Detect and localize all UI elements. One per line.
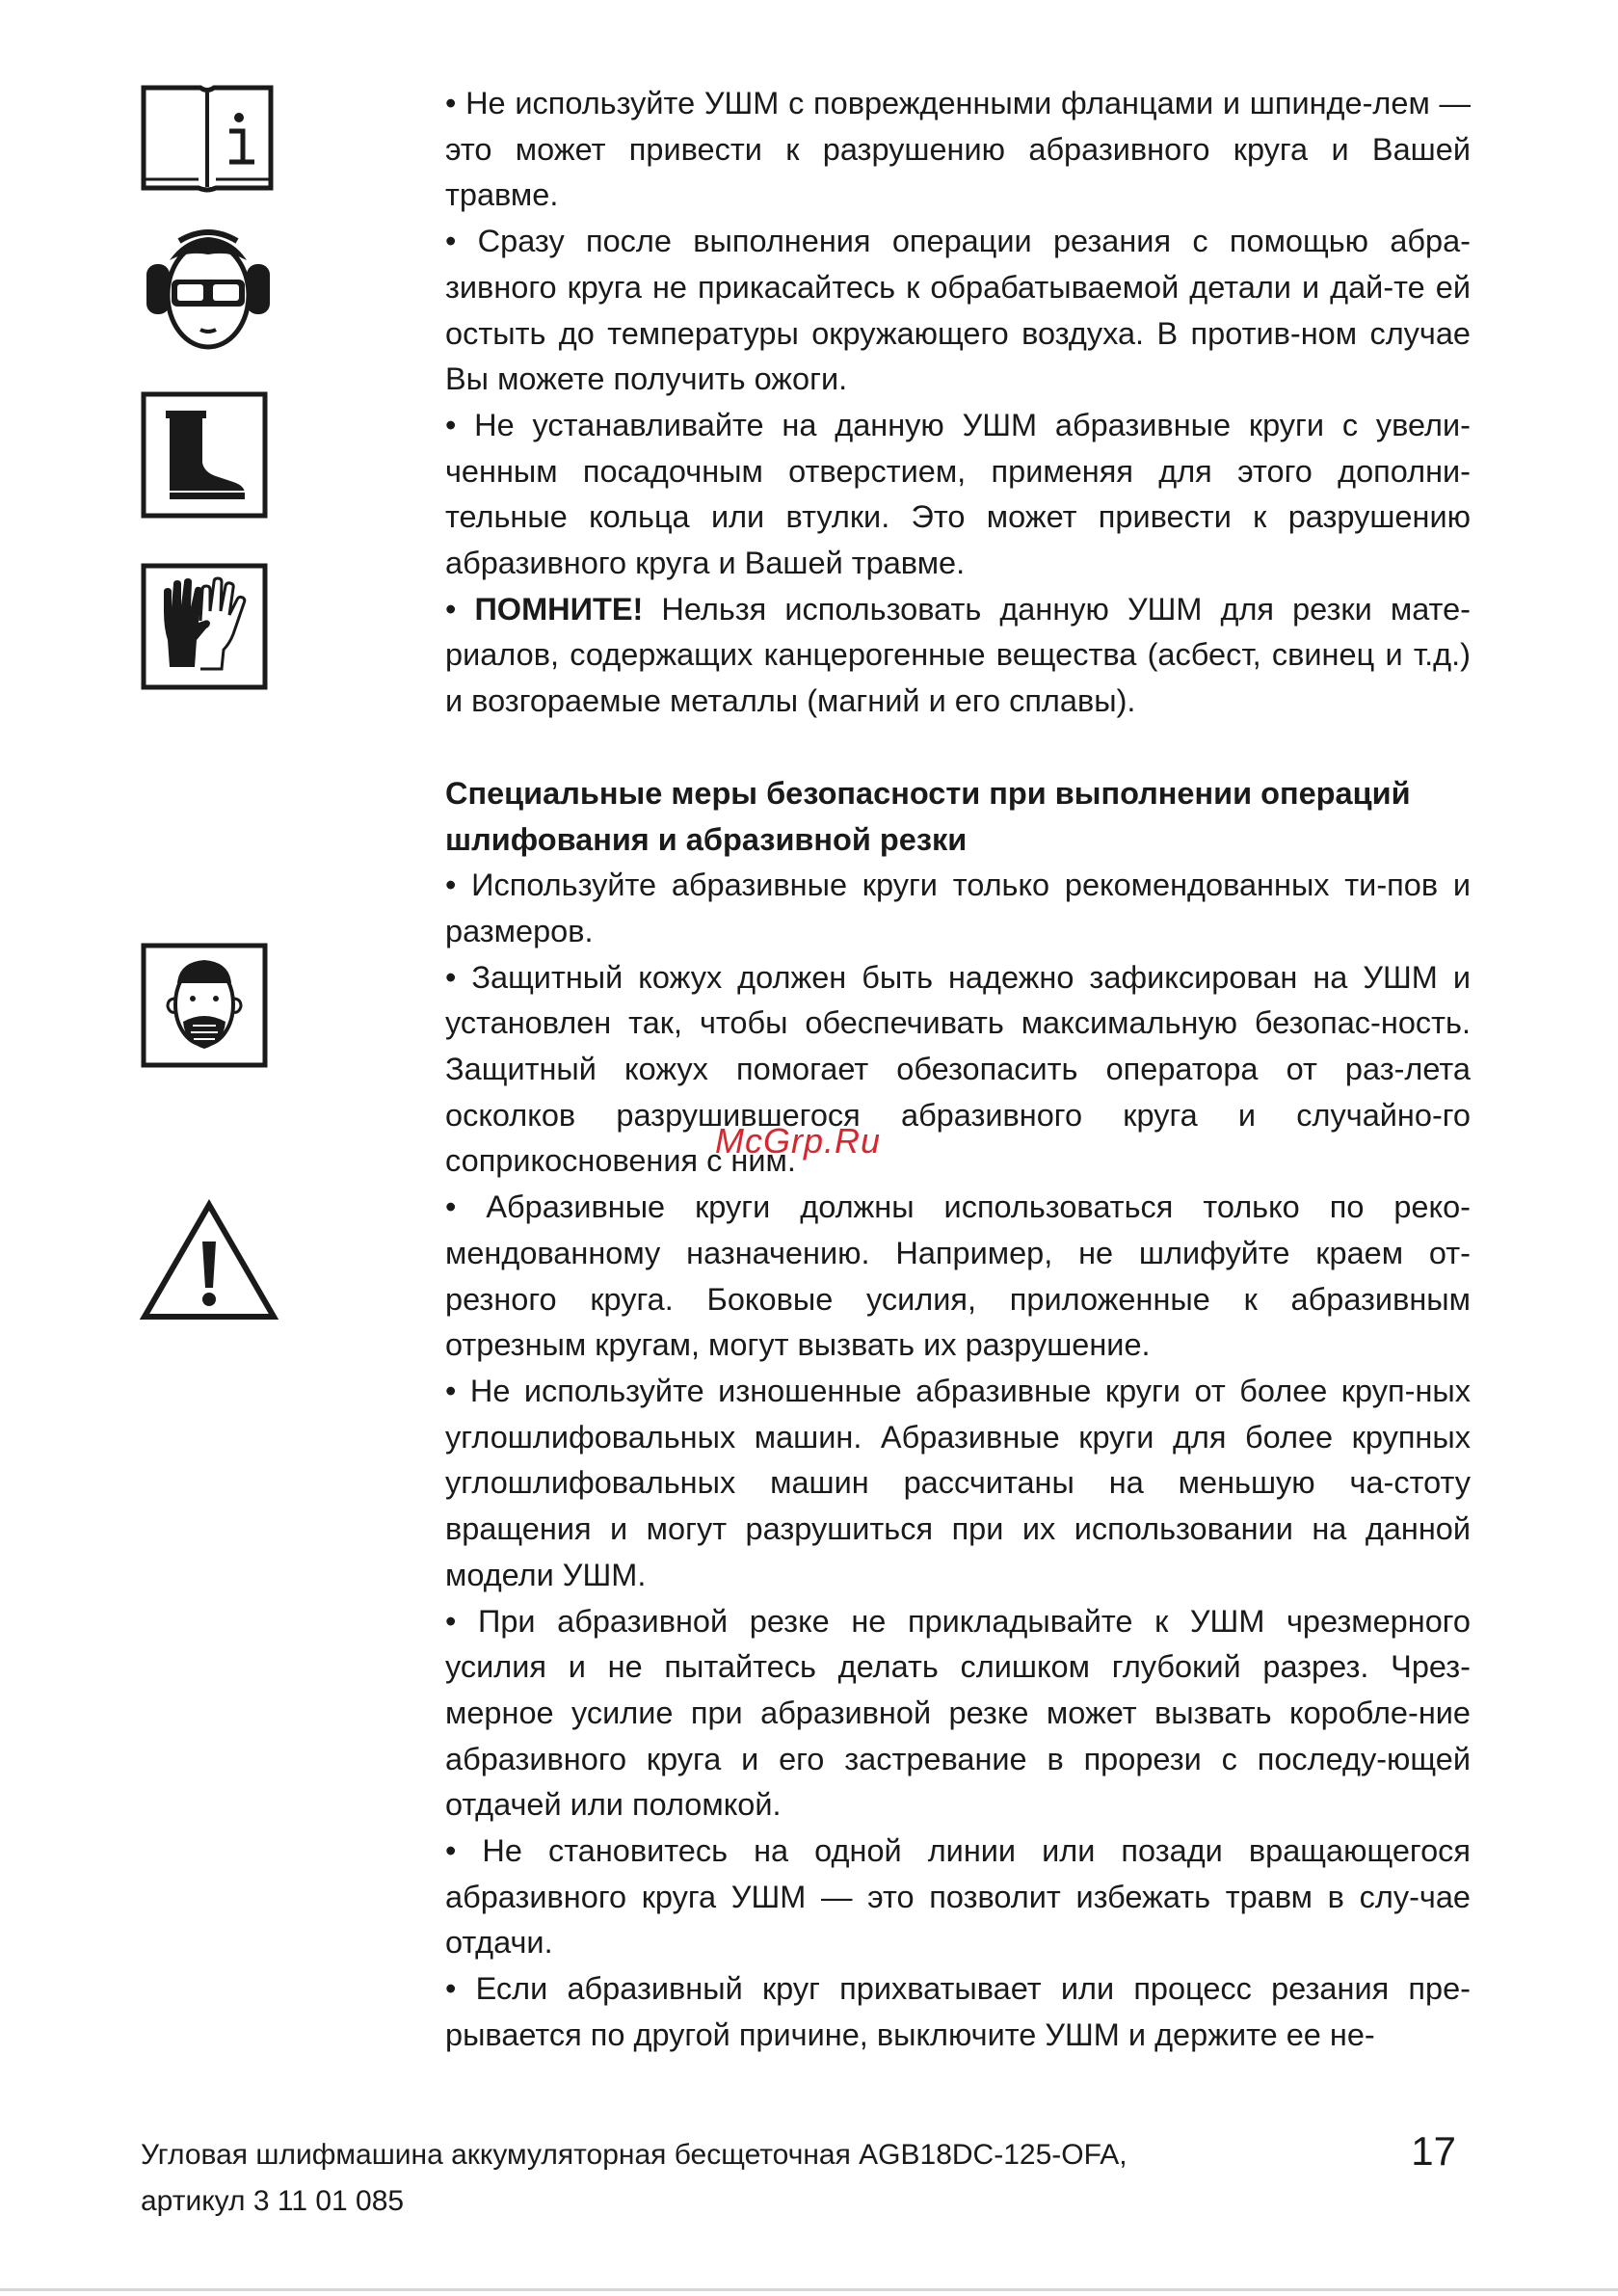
- safety-instructions: [445, 81, 1471, 2059]
- respirator-mask-icon: [141, 943, 268, 1068]
- footer: [141, 2132, 1127, 2225]
- remember-text: Нельзя использовать данную УШМ для резки мате-риалов, содержащих канцерогенные вещества (асбест, свинец и т.д.) и возгораемые металлы (магний и его сплавы).: [445, 591, 1471, 719]
- manual-info-icon: [141, 85, 274, 197]
- section-heading: Специальные меры безопасности при выполнении операций шлифования и абразивной резки: [445, 775, 1411, 857]
- paragraph: • Абразивные круги должны использоваться только по реко-мендованному назначению. Например, не шлифуйте краем от-резного круга. Боковые усилия, приложенные к абразивным отрезным кругам, могут вызвать их разрушение.: [445, 1189, 1471, 1363]
- page-number: 17: [1411, 2128, 1456, 2174]
- paragraph: • Не становитесь на одной линии или позади вращающегося абразивного круга УШМ — это позволит избежать травм в слу-чае отдачи.: [445, 1833, 1471, 1961]
- paragraph: • Не используйте изношенные абразивные круги от более круп-ных углошлифовальных машин. Абразивные круги для более крупных углошлифовальных машин рассчитаны на меньшую ча-стоту вращения и могут разрушиться при их использовании на данной модели УШМ.: [445, 1373, 1471, 1592]
- paragraph: • Не устанавливайте на данную УШМ абразивные круги с увели-ченным посадочным отверстием, применяя для этого дополни-тельные кольца или втулки. Это может привести к разрушению абразивного круга и Вашей травме.: [445, 407, 1471, 581]
- footer-article: артикул 3 11 01 085: [141, 2185, 405, 2217]
- goggles-earmuffs-icon: [141, 222, 276, 351]
- paragraph: • Сразу после выполнения операции резания с помощью абра-зивного круга не прикасайтесь к обрабатываемой детали и дай-те ей остыть до температуры окружающего воздуха. В против-ном случае Вы можете получить ожоги.: [445, 224, 1471, 397]
- footer-product-name: Угловая шлифмашина аккумуляторная бесщеточная AGB18DC-125-OFA,: [141, 2139, 1127, 2171]
- watermark: McGrp.Ru: [715, 1121, 882, 1161]
- paragraph: • Защитный кожух должен быть надежно зафиксирован на УШМ и установлен так, чтобы обеспечивать максимальную безопас-ность. Защитный кожух помогает обезопасить оператора от раз-лета осколков разрушившегося абразивного круга и случайно-го соприкосновения с ним.: [445, 959, 1471, 1179]
- paragraph: • Используйте абразивные круги только рекомендованных ти-пов и размеров.: [445, 868, 1471, 948]
- protective-gloves-icon: [141, 563, 268, 690]
- paragraph: • При абразивной резке не прикладывайте к УШМ чрезмерного усилия и не пытайтесь делать слишком глубокий разрез. Чрез-мерное усилие при абразивной резке может вызвать коробле-ние абразивного круга и его застревание в прорези с последу-ющей отдачей или поломкой.: [445, 1603, 1471, 1823]
- warning-triangle-icon: [139, 1199, 279, 1322]
- paragraph: • Если абразивный круг прихватывает или процесс резания пре-рывается по другой причине, выключите УШМ и держите ее не-: [445, 1971, 1471, 2052]
- safety-boot-icon: [141, 391, 268, 519]
- divider: [0, 2288, 1618, 2291]
- paragraph-remember: [445, 587, 1471, 725]
- paragraph: • Не используйте УШМ с поврежденными фланцами и шпинде-лем — это может привести к разрушению абразивного круга и Вашей травме.: [445, 86, 1471, 213]
- bullet: •: [445, 591, 475, 627]
- remember-label: ПОМНИТЕ!: [474, 591, 644, 627]
